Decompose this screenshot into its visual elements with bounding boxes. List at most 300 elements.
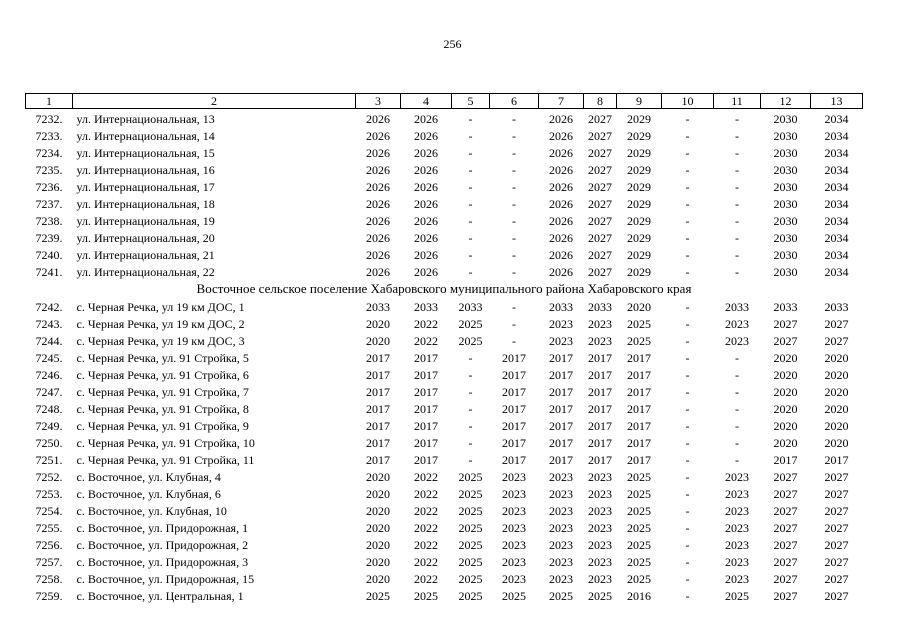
value-cell: 2026 bbox=[414, 247, 438, 262]
value-cell: 2017 bbox=[502, 435, 526, 450]
group2-body bbox=[26, 297, 863, 604]
value-cell: 2025 bbox=[627, 503, 651, 518]
value-cell: - bbox=[685, 316, 690, 331]
value-cell: 2017 bbox=[588, 452, 612, 467]
address-cell: с. Черная Речка, ул. 91 Стройка, 11 bbox=[76, 452, 255, 467]
value-cell: 2017 bbox=[627, 401, 651, 416]
address-cell: с. Восточное, ул. Придорожная, 1 bbox=[76, 520, 249, 535]
value-cell: 2023 bbox=[588, 486, 612, 501]
row-number: 7239. bbox=[35, 230, 63, 245]
value-cell: 2023 bbox=[588, 333, 612, 348]
value-cell: 2027 bbox=[588, 230, 612, 245]
header-cell: 10 bbox=[662, 94, 714, 109]
row-number: 7253. bbox=[35, 486, 63, 501]
value-cell: 2017 bbox=[502, 384, 526, 399]
value-cell: 2017 bbox=[588, 418, 612, 433]
value-cell: 2023 bbox=[588, 537, 612, 552]
value-cell: - bbox=[735, 264, 739, 279]
table-row bbox=[26, 400, 863, 417]
table-row bbox=[26, 366, 863, 383]
value-cell: 2026 bbox=[366, 196, 390, 211]
value-cell: 2025 bbox=[458, 537, 483, 552]
value-cell: 2023 bbox=[588, 520, 612, 535]
value-cell: 2025 bbox=[458, 554, 483, 569]
value-cell: - bbox=[468, 350, 473, 365]
value-cell: - bbox=[468, 196, 473, 211]
value-cell: 2025 bbox=[549, 588, 573, 603]
value-cell: 2027 bbox=[773, 469, 798, 484]
value-cell: 2026 bbox=[366, 162, 390, 177]
value-cell: 2026 bbox=[549, 213, 573, 228]
row-number: 7236. bbox=[35, 179, 63, 194]
value-cell: 2020 bbox=[824, 384, 849, 399]
value-cell: - bbox=[685, 384, 690, 399]
value-cell: 2025 bbox=[458, 520, 483, 535]
group1-body bbox=[26, 109, 863, 281]
value-cell: 2023 bbox=[725, 520, 749, 535]
value-cell: 2025 bbox=[414, 588, 438, 603]
value-cell: 2027 bbox=[588, 264, 612, 279]
value-cell: 2030 bbox=[773, 111, 798, 126]
address-cell: с. Черная Речка, ул 19 км ДОС, 1 bbox=[76, 299, 245, 314]
value-cell: 2026 bbox=[549, 179, 573, 194]
header-cell: 5 bbox=[452, 94, 490, 109]
value-cell: 2029 bbox=[627, 213, 651, 228]
value-cell: 2026 bbox=[549, 128, 573, 143]
value-cell: 2016 bbox=[627, 588, 651, 603]
value-cell: 2027 bbox=[588, 111, 612, 126]
value-cell: - bbox=[685, 333, 690, 348]
value-cell: 2034 bbox=[824, 179, 849, 194]
value-cell: 2027 bbox=[824, 316, 849, 331]
header-cell: 2 bbox=[73, 94, 356, 109]
value-cell: 2022 bbox=[414, 503, 438, 518]
value-cell: 2023 bbox=[549, 469, 573, 484]
address-cell: ул. Интернациональная, 22 bbox=[76, 264, 215, 279]
value-cell: 2017 bbox=[366, 401, 390, 416]
address-cell: ул. Интернациональная, 21 bbox=[76, 247, 215, 262]
value-cell: - bbox=[468, 111, 473, 126]
value-cell: - bbox=[512, 145, 516, 160]
value-cell: - bbox=[512, 196, 516, 211]
value-cell: 2025 bbox=[502, 588, 526, 603]
value-cell: - bbox=[685, 469, 690, 484]
value-cell: 2034 bbox=[824, 230, 849, 245]
value-cell: 2023 bbox=[502, 503, 526, 518]
value-cell: 2023 bbox=[549, 537, 573, 552]
value-cell: 2025 bbox=[627, 469, 651, 484]
value-cell: 2023 bbox=[549, 571, 573, 586]
value-cell: 2029 bbox=[627, 247, 651, 262]
table-row bbox=[26, 161, 863, 178]
value-cell: 2023 bbox=[502, 537, 526, 552]
value-cell: 2017 bbox=[588, 350, 612, 365]
value-cell: 2023 bbox=[588, 503, 612, 518]
value-cell: 2017 bbox=[366, 350, 390, 365]
value-cell: 2029 bbox=[627, 128, 651, 143]
value-cell: 2017 bbox=[588, 401, 612, 416]
value-cell: 2027 bbox=[588, 213, 612, 228]
value-cell: 2017 bbox=[414, 367, 438, 382]
table-row bbox=[26, 263, 863, 280]
row-number: 7234. bbox=[35, 145, 63, 160]
header-cell: 3 bbox=[356, 94, 401, 109]
value-cell: - bbox=[685, 520, 690, 535]
value-cell: 2030 bbox=[773, 247, 798, 262]
value-cell: 2027 bbox=[588, 128, 612, 143]
value-cell: 2025 bbox=[458, 486, 483, 501]
value-cell: 2034 bbox=[824, 213, 849, 228]
value-cell: 2023 bbox=[502, 520, 526, 535]
value-cell: 2020 bbox=[824, 401, 849, 416]
address-cell: ул. Интернациональная, 20 bbox=[76, 230, 215, 245]
value-cell: 2023 bbox=[502, 486, 526, 501]
table-row bbox=[26, 212, 863, 229]
table-row bbox=[26, 587, 863, 604]
value-cell: 2017 bbox=[549, 452, 573, 467]
value-cell: 2030 bbox=[773, 230, 798, 245]
value-cell: 2025 bbox=[627, 537, 651, 552]
value-cell: 2022 bbox=[414, 333, 438, 348]
value-cell: 2023 bbox=[549, 316, 573, 331]
address-cell: с. Восточное, ул. Клубная, 10 bbox=[76, 503, 227, 518]
row-number: 7233. bbox=[35, 128, 63, 143]
address-cell: с. Восточное, ул. Придорожная, 2 bbox=[76, 537, 249, 552]
value-cell: 2023 bbox=[725, 333, 749, 348]
value-cell: - bbox=[468, 145, 473, 160]
value-cell: 2033 bbox=[549, 299, 573, 314]
value-cell: 2026 bbox=[366, 213, 390, 228]
value-cell: - bbox=[735, 452, 739, 467]
value-cell: 2026 bbox=[549, 230, 573, 245]
value-cell: 2033 bbox=[414, 299, 438, 314]
table-row bbox=[26, 434, 863, 451]
value-cell: 2023 bbox=[502, 554, 526, 569]
value-cell: - bbox=[735, 418, 739, 433]
value-cell: - bbox=[685, 452, 690, 467]
value-cell: 2020 bbox=[366, 520, 390, 535]
value-cell: 2027 bbox=[773, 503, 798, 518]
value-cell: - bbox=[468, 367, 473, 382]
table-row bbox=[26, 485, 863, 502]
value-cell: 2017 bbox=[414, 418, 438, 433]
value-cell: 2029 bbox=[627, 162, 651, 177]
value-cell: - bbox=[685, 264, 690, 279]
value-cell: 2026 bbox=[414, 128, 438, 143]
table-row bbox=[26, 502, 863, 519]
value-cell: 2017 bbox=[549, 401, 573, 416]
value-cell: 2017 bbox=[627, 435, 651, 450]
address-cell: с. Восточное, ул. Центральная, 1 bbox=[76, 588, 244, 603]
value-cell: 2023 bbox=[549, 554, 573, 569]
value-cell: - bbox=[468, 179, 473, 194]
row-number: 7245. bbox=[35, 350, 63, 365]
address-cell: с. Восточное, ул. Клубная, 4 bbox=[76, 469, 221, 484]
value-cell: - bbox=[468, 162, 473, 177]
value-cell: 2026 bbox=[414, 179, 438, 194]
value-cell: 2017 bbox=[627, 367, 651, 382]
value-cell: 2027 bbox=[824, 520, 849, 535]
row-number: 7232. bbox=[35, 111, 63, 126]
section-title: Восточное сельское поселение Хабаровского муниципального района Хабаровского края bbox=[196, 280, 692, 296]
value-cell: - bbox=[685, 247, 690, 262]
address-cell: ул. Интернациональная, 19 bbox=[76, 213, 215, 228]
value-cell: 2026 bbox=[414, 230, 438, 245]
value-cell: - bbox=[512, 264, 516, 279]
value-cell: 2017 bbox=[502, 401, 526, 416]
row-number: 7240. bbox=[35, 247, 63, 262]
address-cell: с. Черная Речка, ул. 91 Стройка, 7 bbox=[76, 384, 249, 399]
value-cell: 2022 bbox=[414, 316, 438, 331]
value-cell: 2027 bbox=[773, 316, 798, 331]
address-cell: ул. Интернациональная, 13 bbox=[76, 111, 215, 126]
table-row bbox=[26, 383, 863, 400]
value-cell: - bbox=[685, 111, 690, 126]
value-cell: - bbox=[685, 179, 690, 194]
value-cell: 2030 bbox=[773, 145, 798, 160]
value-cell: - bbox=[512, 316, 516, 331]
value-cell: - bbox=[468, 401, 473, 416]
value-cell: 2025 bbox=[627, 554, 651, 569]
value-cell: 2027 bbox=[824, 469, 849, 484]
table-row bbox=[26, 468, 863, 485]
table-row bbox=[26, 332, 863, 349]
value-cell: 2027 bbox=[824, 503, 849, 518]
value-cell: 2020 bbox=[773, 384, 798, 399]
value-cell: - bbox=[468, 230, 473, 245]
value-cell: 2025 bbox=[458, 316, 483, 331]
value-cell: 2033 bbox=[773, 299, 798, 314]
value-cell: - bbox=[512, 111, 516, 126]
value-cell: 2017 bbox=[414, 350, 438, 365]
value-cell: - bbox=[512, 333, 516, 348]
value-cell: 2017 bbox=[414, 435, 438, 450]
value-cell: 2025 bbox=[588, 588, 612, 603]
value-cell: 2017 bbox=[627, 384, 651, 399]
row-number: 7243. bbox=[35, 316, 63, 331]
value-cell: 2017 bbox=[549, 418, 573, 433]
value-cell: - bbox=[685, 571, 690, 586]
value-cell: 2033 bbox=[458, 299, 483, 314]
header-cell: 9 bbox=[617, 94, 662, 109]
value-cell: 2025 bbox=[366, 588, 390, 603]
value-cell: 2017 bbox=[549, 384, 573, 399]
value-cell: 2027 bbox=[588, 145, 612, 160]
value-cell: 2026 bbox=[549, 111, 573, 126]
value-cell: 2025 bbox=[458, 469, 483, 484]
value-cell: - bbox=[685, 418, 690, 433]
value-cell: 2017 bbox=[414, 452, 438, 467]
value-cell: - bbox=[685, 299, 690, 314]
value-cell: 2020 bbox=[824, 350, 849, 365]
schedule-table bbox=[25, 93, 863, 604]
table-row bbox=[26, 297, 863, 315]
table-row bbox=[26, 127, 863, 144]
value-cell: - bbox=[468, 213, 473, 228]
table-row bbox=[26, 553, 863, 570]
header-cell: 8 bbox=[584, 94, 617, 109]
value-cell: 2026 bbox=[366, 247, 390, 262]
value-cell: 2027 bbox=[773, 571, 798, 586]
value-cell: 2033 bbox=[725, 299, 749, 314]
value-cell: 2030 bbox=[773, 213, 798, 228]
header-cell: 13 bbox=[811, 94, 863, 109]
value-cell: 2027 bbox=[773, 588, 798, 603]
value-cell: - bbox=[735, 401, 739, 416]
value-cell: - bbox=[735, 247, 739, 262]
value-cell: 2020 bbox=[627, 299, 651, 314]
row-number: 7252. bbox=[35, 469, 63, 484]
row-number: 7259. bbox=[35, 588, 63, 603]
value-cell: - bbox=[735, 128, 739, 143]
value-cell: 2027 bbox=[773, 486, 798, 501]
value-cell: 2025 bbox=[458, 571, 483, 586]
value-cell: 2026 bbox=[414, 111, 438, 126]
header-row bbox=[26, 94, 863, 109]
value-cell: 2027 bbox=[824, 571, 849, 586]
value-cell: - bbox=[685, 554, 690, 569]
row-number: 7255. bbox=[35, 520, 63, 535]
value-cell: 2023 bbox=[502, 469, 526, 484]
value-cell: - bbox=[685, 350, 690, 365]
value-cell: 2017 bbox=[502, 350, 526, 365]
value-cell: - bbox=[735, 196, 739, 211]
value-cell: 2027 bbox=[773, 520, 798, 535]
value-cell: 2017 bbox=[414, 384, 438, 399]
value-cell: 2020 bbox=[824, 367, 849, 382]
value-cell: 2026 bbox=[366, 145, 390, 160]
value-cell: - bbox=[735, 179, 739, 194]
value-cell: 2017 bbox=[824, 452, 849, 467]
value-cell: - bbox=[685, 213, 690, 228]
value-cell: - bbox=[468, 452, 473, 467]
value-cell: - bbox=[735, 435, 739, 450]
value-cell: 2017 bbox=[366, 384, 390, 399]
address-cell: ул. Интернациональная, 16 bbox=[76, 162, 215, 177]
value-cell: - bbox=[685, 537, 690, 552]
value-cell: 2025 bbox=[458, 503, 483, 518]
row-number: 7258. bbox=[35, 571, 63, 586]
address-cell: ул. Интернациональная, 15 bbox=[76, 145, 215, 160]
value-cell: 2023 bbox=[725, 554, 749, 569]
row-number: 7242. bbox=[35, 299, 63, 314]
value-cell: 2027 bbox=[773, 333, 798, 348]
table-row bbox=[26, 570, 863, 587]
row-number: 7250. bbox=[35, 435, 63, 450]
value-cell: - bbox=[735, 162, 739, 177]
table-row bbox=[26, 195, 863, 212]
value-cell: - bbox=[512, 128, 516, 143]
value-cell: 2017 bbox=[627, 418, 651, 433]
value-cell: - bbox=[512, 213, 516, 228]
value-cell: 2017 bbox=[588, 367, 612, 382]
header-cell: 11 bbox=[714, 94, 761, 109]
header-cell: 1 bbox=[26, 94, 73, 109]
value-cell: 2017 bbox=[366, 418, 390, 433]
address-cell: ул. Интернациональная, 18 bbox=[76, 196, 215, 211]
value-cell: 2022 bbox=[414, 486, 438, 501]
address-cell: с. Восточное, ул. Придорожная, 3 bbox=[76, 554, 249, 569]
value-cell: 2027 bbox=[773, 554, 798, 569]
value-cell: - bbox=[735, 367, 739, 382]
value-cell: 2029 bbox=[627, 179, 651, 194]
value-cell: 2017 bbox=[366, 452, 390, 467]
value-cell: 2027 bbox=[588, 162, 612, 177]
table-row bbox=[26, 144, 863, 161]
row-number: 7254. bbox=[35, 503, 63, 518]
value-cell: 2025 bbox=[627, 571, 651, 586]
value-cell: 2022 bbox=[414, 469, 438, 484]
value-cell: 2020 bbox=[773, 401, 798, 416]
value-cell: 2030 bbox=[773, 196, 798, 211]
value-cell: 2020 bbox=[824, 435, 849, 450]
value-cell: 2026 bbox=[549, 145, 573, 160]
value-cell: 2026 bbox=[366, 179, 390, 194]
value-cell: 2017 bbox=[549, 367, 573, 382]
row-number: 7247. bbox=[35, 384, 63, 399]
value-cell: 2027 bbox=[824, 333, 849, 348]
value-cell: 2027 bbox=[588, 179, 612, 194]
value-cell: 2020 bbox=[366, 554, 390, 569]
value-cell: - bbox=[735, 213, 739, 228]
section-row bbox=[26, 280, 863, 297]
value-cell: 2034 bbox=[824, 128, 849, 143]
table-row bbox=[26, 315, 863, 332]
value-cell: 2034 bbox=[824, 247, 849, 262]
value-cell: - bbox=[735, 384, 739, 399]
value-cell: - bbox=[685, 196, 690, 211]
value-cell: 2023 bbox=[549, 486, 573, 501]
address-cell: с. Черная Речка, ул. 91 Стройка, 6 bbox=[76, 367, 249, 382]
row-number: 7248. bbox=[35, 401, 63, 416]
value-cell: 2034 bbox=[824, 196, 849, 211]
value-cell: - bbox=[685, 503, 690, 518]
value-cell: 2020 bbox=[824, 418, 849, 433]
value-cell: 2020 bbox=[366, 503, 390, 518]
row-number: 7249. bbox=[35, 418, 63, 433]
value-cell: 2026 bbox=[414, 162, 438, 177]
value-cell: 2023 bbox=[725, 537, 749, 552]
value-cell: 2020 bbox=[773, 350, 798, 365]
value-cell: 2025 bbox=[627, 316, 651, 331]
value-cell: - bbox=[685, 588, 690, 603]
value-cell: 2033 bbox=[588, 299, 612, 314]
value-cell: 2025 bbox=[725, 588, 749, 603]
value-cell: 2023 bbox=[549, 333, 573, 348]
address-cell: с. Черная Речка, ул. 91 Стройка, 5 bbox=[76, 350, 249, 365]
value-cell: 2025 bbox=[458, 333, 483, 348]
row-number: 7256. bbox=[35, 537, 63, 552]
value-cell: 2017 bbox=[502, 418, 526, 433]
address-cell: с. Восточное, ул. Клубная, 6 bbox=[76, 486, 221, 501]
header-cell: 4 bbox=[401, 94, 452, 109]
value-cell: 2023 bbox=[725, 469, 749, 484]
value-cell: 2023 bbox=[588, 554, 612, 569]
value-cell: - bbox=[468, 384, 473, 399]
value-cell: 2017 bbox=[588, 435, 612, 450]
address-cell: ул. Интернациональная, 17 bbox=[76, 179, 215, 194]
value-cell: 2017 bbox=[588, 384, 612, 399]
value-cell: - bbox=[685, 145, 690, 160]
value-cell: - bbox=[512, 299, 516, 314]
value-cell: 2030 bbox=[773, 128, 798, 143]
value-cell: - bbox=[685, 128, 690, 143]
value-cell: 2020 bbox=[773, 367, 798, 382]
value-cell: 2027 bbox=[824, 588, 849, 603]
value-cell: 2017 bbox=[549, 435, 573, 450]
value-cell: - bbox=[735, 145, 739, 160]
value-cell: 2030 bbox=[773, 264, 798, 279]
